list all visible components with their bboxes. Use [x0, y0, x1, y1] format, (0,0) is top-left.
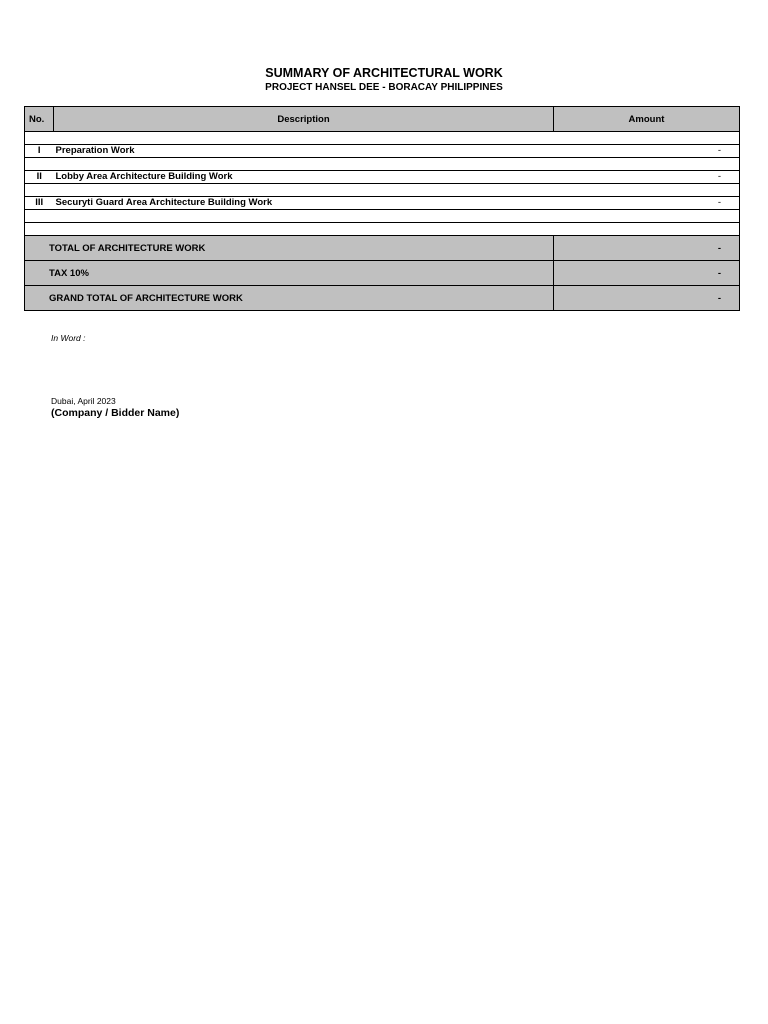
- place-date: Dubai, April 2023: [51, 396, 116, 406]
- table-row: [25, 145, 740, 158]
- summary-table: [24, 106, 740, 311]
- document-subtitle: PROJECT HANSEL DEE - BORACAY PHILIPPINES: [265, 82, 503, 93]
- header-no: No.: [25, 107, 54, 132]
- spacer-row: [25, 184, 740, 197]
- spacer-row: [25, 158, 740, 171]
- tax-row: [25, 261, 740, 286]
- total-label: TOTAL OF ARCHITECTURE WORK: [25, 236, 554, 261]
- total-row: [25, 236, 740, 261]
- document-title: SUMMARY OF ARCHITECTURAL WORK: [265, 66, 503, 80]
- item-amount: -: [554, 171, 740, 184]
- item-no: I: [25, 145, 54, 158]
- spacer-row: [25, 210, 740, 223]
- tax-label: TAX 10%: [25, 261, 554, 286]
- table-row: [25, 171, 740, 184]
- spacer-row: [25, 132, 740, 145]
- item-description: Securyti Guard Area Architecture Building Work: [54, 197, 554, 210]
- total-amount: -: [554, 236, 740, 261]
- header-amount: Amount: [554, 107, 740, 132]
- item-no: II: [25, 171, 54, 184]
- in-word-label: In Word :: [51, 333, 86, 343]
- grand-total-row: [25, 286, 740, 311]
- header-description: Description: [54, 107, 554, 132]
- table-header-row: [25, 107, 740, 132]
- grand-total-label: GRAND TOTAL OF ARCHITECTURE WORK: [25, 286, 554, 311]
- grand-total-amount: -: [554, 286, 740, 311]
- item-description: Lobby Area Architecture Building Work: [54, 171, 554, 184]
- item-amount: -: [554, 197, 740, 210]
- item-description: Preparation Work: [54, 145, 554, 158]
- company-name: (Company / Bidder Name): [51, 407, 180, 419]
- item-amount: -: [554, 145, 740, 158]
- item-no: III: [25, 197, 54, 210]
- table-row: [25, 197, 740, 210]
- tax-amount: -: [554, 261, 740, 286]
- spacer-row: [25, 223, 740, 236]
